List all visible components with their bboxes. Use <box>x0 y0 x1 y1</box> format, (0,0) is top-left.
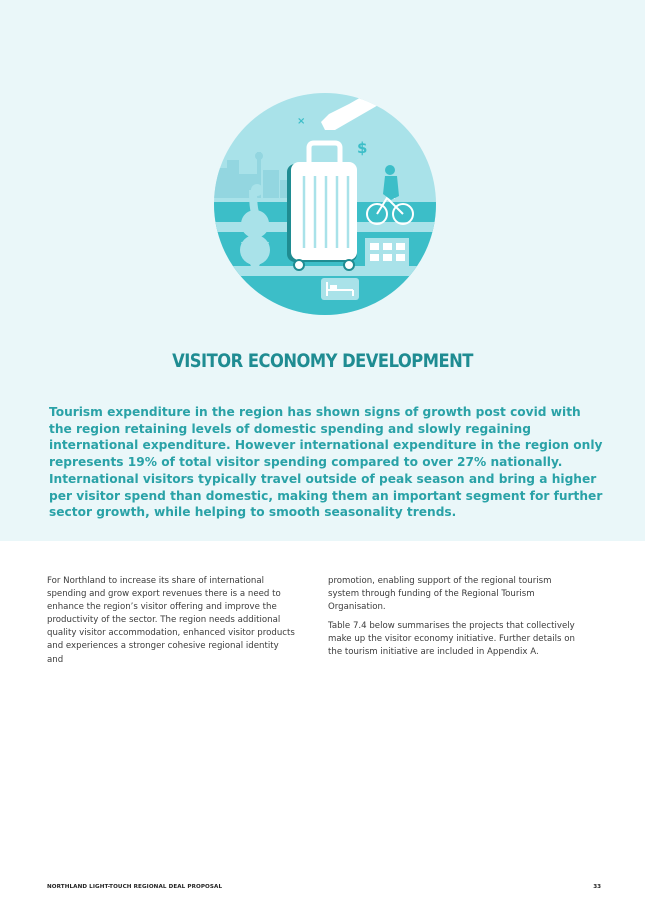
body-paragraph: promotion, enabling support of the regional tourism system through funding of the Regional Tourism Organisation. <box>328 576 552 613</box>
body-paragraph: For Northland to increase its share of international spending and grow export revenues there is a need to enhance the region’s visitor offering and improve the productivity of the sector. The region needs additional quality visitor accommodation, enhanced visitor products and experiences a stronger cohesive regional identity and <box>47 576 295 665</box>
section-title: VISITOR ECONOMY DEVELOPMENT <box>172 350 473 372</box>
body-paragraph: Table 7.4 below summarises the projects that collectively make up the visitor economy initiative. Further details on the tourism initiative are included in Appendix A. <box>328 621 575 658</box>
page-number: 33 <box>593 884 601 890</box>
footer-document-title: NORTHLAND LIGHT-TOUCH REGIONAL DEAL PROPOSAL <box>47 884 223 890</box>
body-column-left <box>47 575 297 673</box>
tourism-illustration <box>205 90 445 320</box>
road-marker-icon <box>251 184 263 196</box>
close-mark-icon: × <box>297 116 306 127</box>
dollar-icon: $ <box>357 139 368 157</box>
bed-icon <box>321 278 359 300</box>
body-column-right <box>328 575 578 666</box>
lead-paragraph: Tourism expenditure in the region has shown signs of growth post covid with the region retaining levels of domestic spending and slowly regaining international expenditure. However international expenditure in the region only represents 19% of total visitor spending compared to over 27% nationally. International visitors typically travel outside of peak season and bring a higher per visitor spend than domestic, making them an important segment for further sector growth, while helping to smooth seasonality trends. <box>49 405 603 520</box>
building-icon <box>365 238 409 272</box>
